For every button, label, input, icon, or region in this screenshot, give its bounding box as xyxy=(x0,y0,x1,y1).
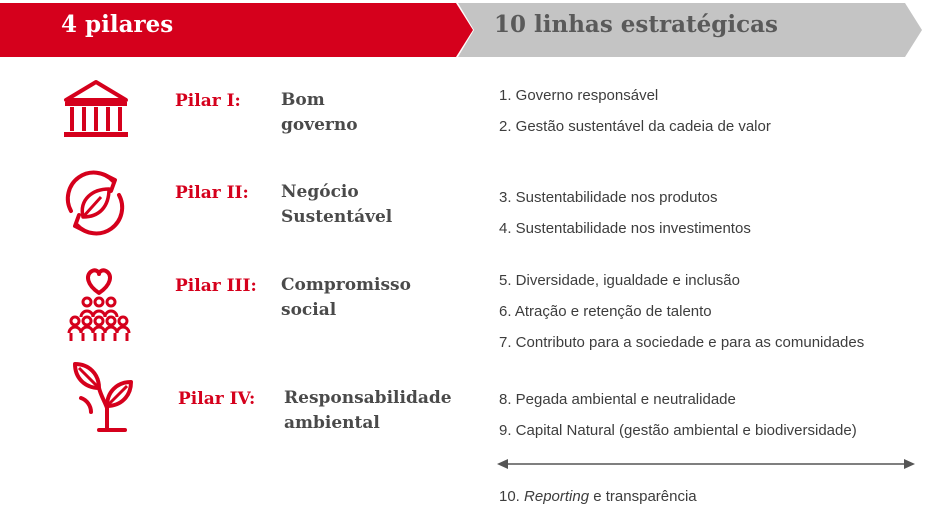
pillar-4-label: Pilar IV: xyxy=(178,389,256,409)
pillar-2-label: Pilar II: xyxy=(175,183,249,203)
pillar-2-name-line1: Negócio xyxy=(281,182,359,202)
pillar-1-name xyxy=(281,88,358,138)
heart-community-icon xyxy=(59,265,139,345)
strategic-line-10-number: 10. xyxy=(499,488,525,505)
strategic-line-10-rest: e transparência xyxy=(589,488,697,505)
strategic-line-8: 8. Pegada ambiental e neutralidade xyxy=(499,391,736,408)
pillar-3-name-line2: social xyxy=(281,300,337,320)
strategic-line-5: 5. Diversidade, igualdade e inclusão xyxy=(499,272,740,289)
pillar-3-name-line1: Compromisso xyxy=(281,275,411,295)
pillars-title: 4 pilares xyxy=(61,11,174,38)
strategic-line-10-italic: Reporting xyxy=(524,488,590,505)
strategic-line-1: 1. Governo responsável xyxy=(499,87,659,104)
pillar-4-name-line1: Responsabilidade xyxy=(284,388,452,408)
double-arrow-icon xyxy=(497,456,915,472)
strategic-line-6: 6. Atração e retenção de talento xyxy=(499,303,712,320)
strategic-line-3: 3. Sustentabilidade nos produtos xyxy=(499,189,718,206)
recycle-leaf-icon xyxy=(55,163,135,243)
pillar-2-name-line2: Sustentável xyxy=(281,207,393,227)
pillar-4-name xyxy=(284,386,452,436)
pillar-1-name-line1: Bom xyxy=(281,90,325,110)
strategic-line-7: 7. Contributo para a sociedade e para as comunidades xyxy=(499,334,865,351)
pillar-4-name-line2: ambiental xyxy=(284,413,380,433)
plant-sprout-icon xyxy=(63,356,143,436)
pillar-1-name-line2: governo xyxy=(281,115,358,135)
pillar-3-name xyxy=(281,273,411,323)
pillar-3-label: Pilar III: xyxy=(175,276,257,296)
pillar-2-name xyxy=(281,180,392,230)
strategic-line-4: 4. Sustentabilidade nos investimentos xyxy=(499,220,751,237)
strategic-line-9: 9. Capital Natural (gestão ambiental e biodiversidade) xyxy=(499,422,857,439)
strategic-line-2: 2. Gestão sustentável da cadeia de valor xyxy=(499,118,771,135)
strategic-lines-title: 10 linhas estratégicas xyxy=(494,11,778,38)
pillar-1-label: Pilar I: xyxy=(175,91,241,111)
government-building-icon xyxy=(56,70,136,150)
strategic-line-10 xyxy=(499,488,697,505)
